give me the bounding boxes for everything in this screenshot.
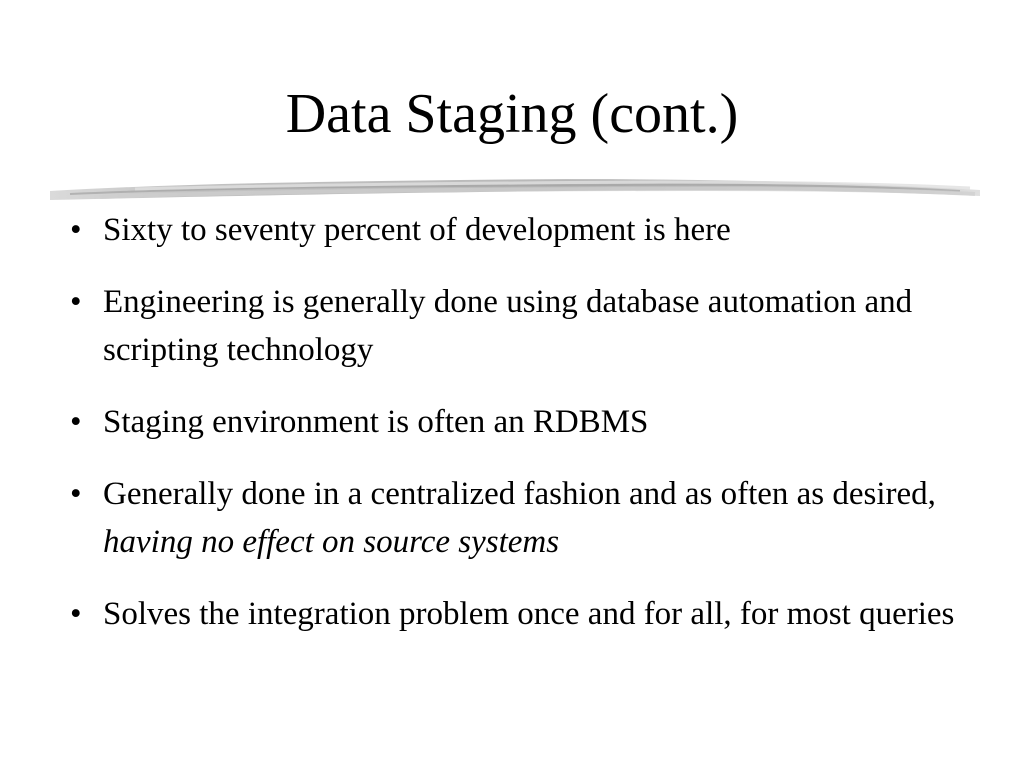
bullet-item (70, 278, 1000, 374)
bullet-dot: • (70, 476, 82, 512)
bullet-text: Engineering is generally done using database automation and scripting technology (103, 284, 913, 368)
bullet-text: Staging environment is often an RDBMS (103, 404, 649, 440)
bullet-text: Sixty to seventy percent of development is here (103, 212, 731, 248)
bullet-dot: • (70, 596, 82, 632)
bullet-list (70, 206, 1000, 662)
bullet-emphasis-text: having no effect on source systems (103, 524, 560, 560)
bullet-dot: • (70, 212, 82, 248)
bullet-text: Solves the integration problem once and for all, for most queries (103, 596, 955, 632)
bullet-item (70, 470, 1000, 566)
bullet-item (70, 590, 1000, 638)
slide-title: Data Staging (cont.) (285, 83, 739, 145)
bullet-text: Generally done in a centralized fashion and as often as desired, (103, 476, 936, 512)
bullet-item (70, 206, 1000, 254)
bullet-dot: • (70, 284, 82, 320)
bullet-dot: • (70, 404, 82, 440)
bullet-item (70, 398, 1000, 446)
